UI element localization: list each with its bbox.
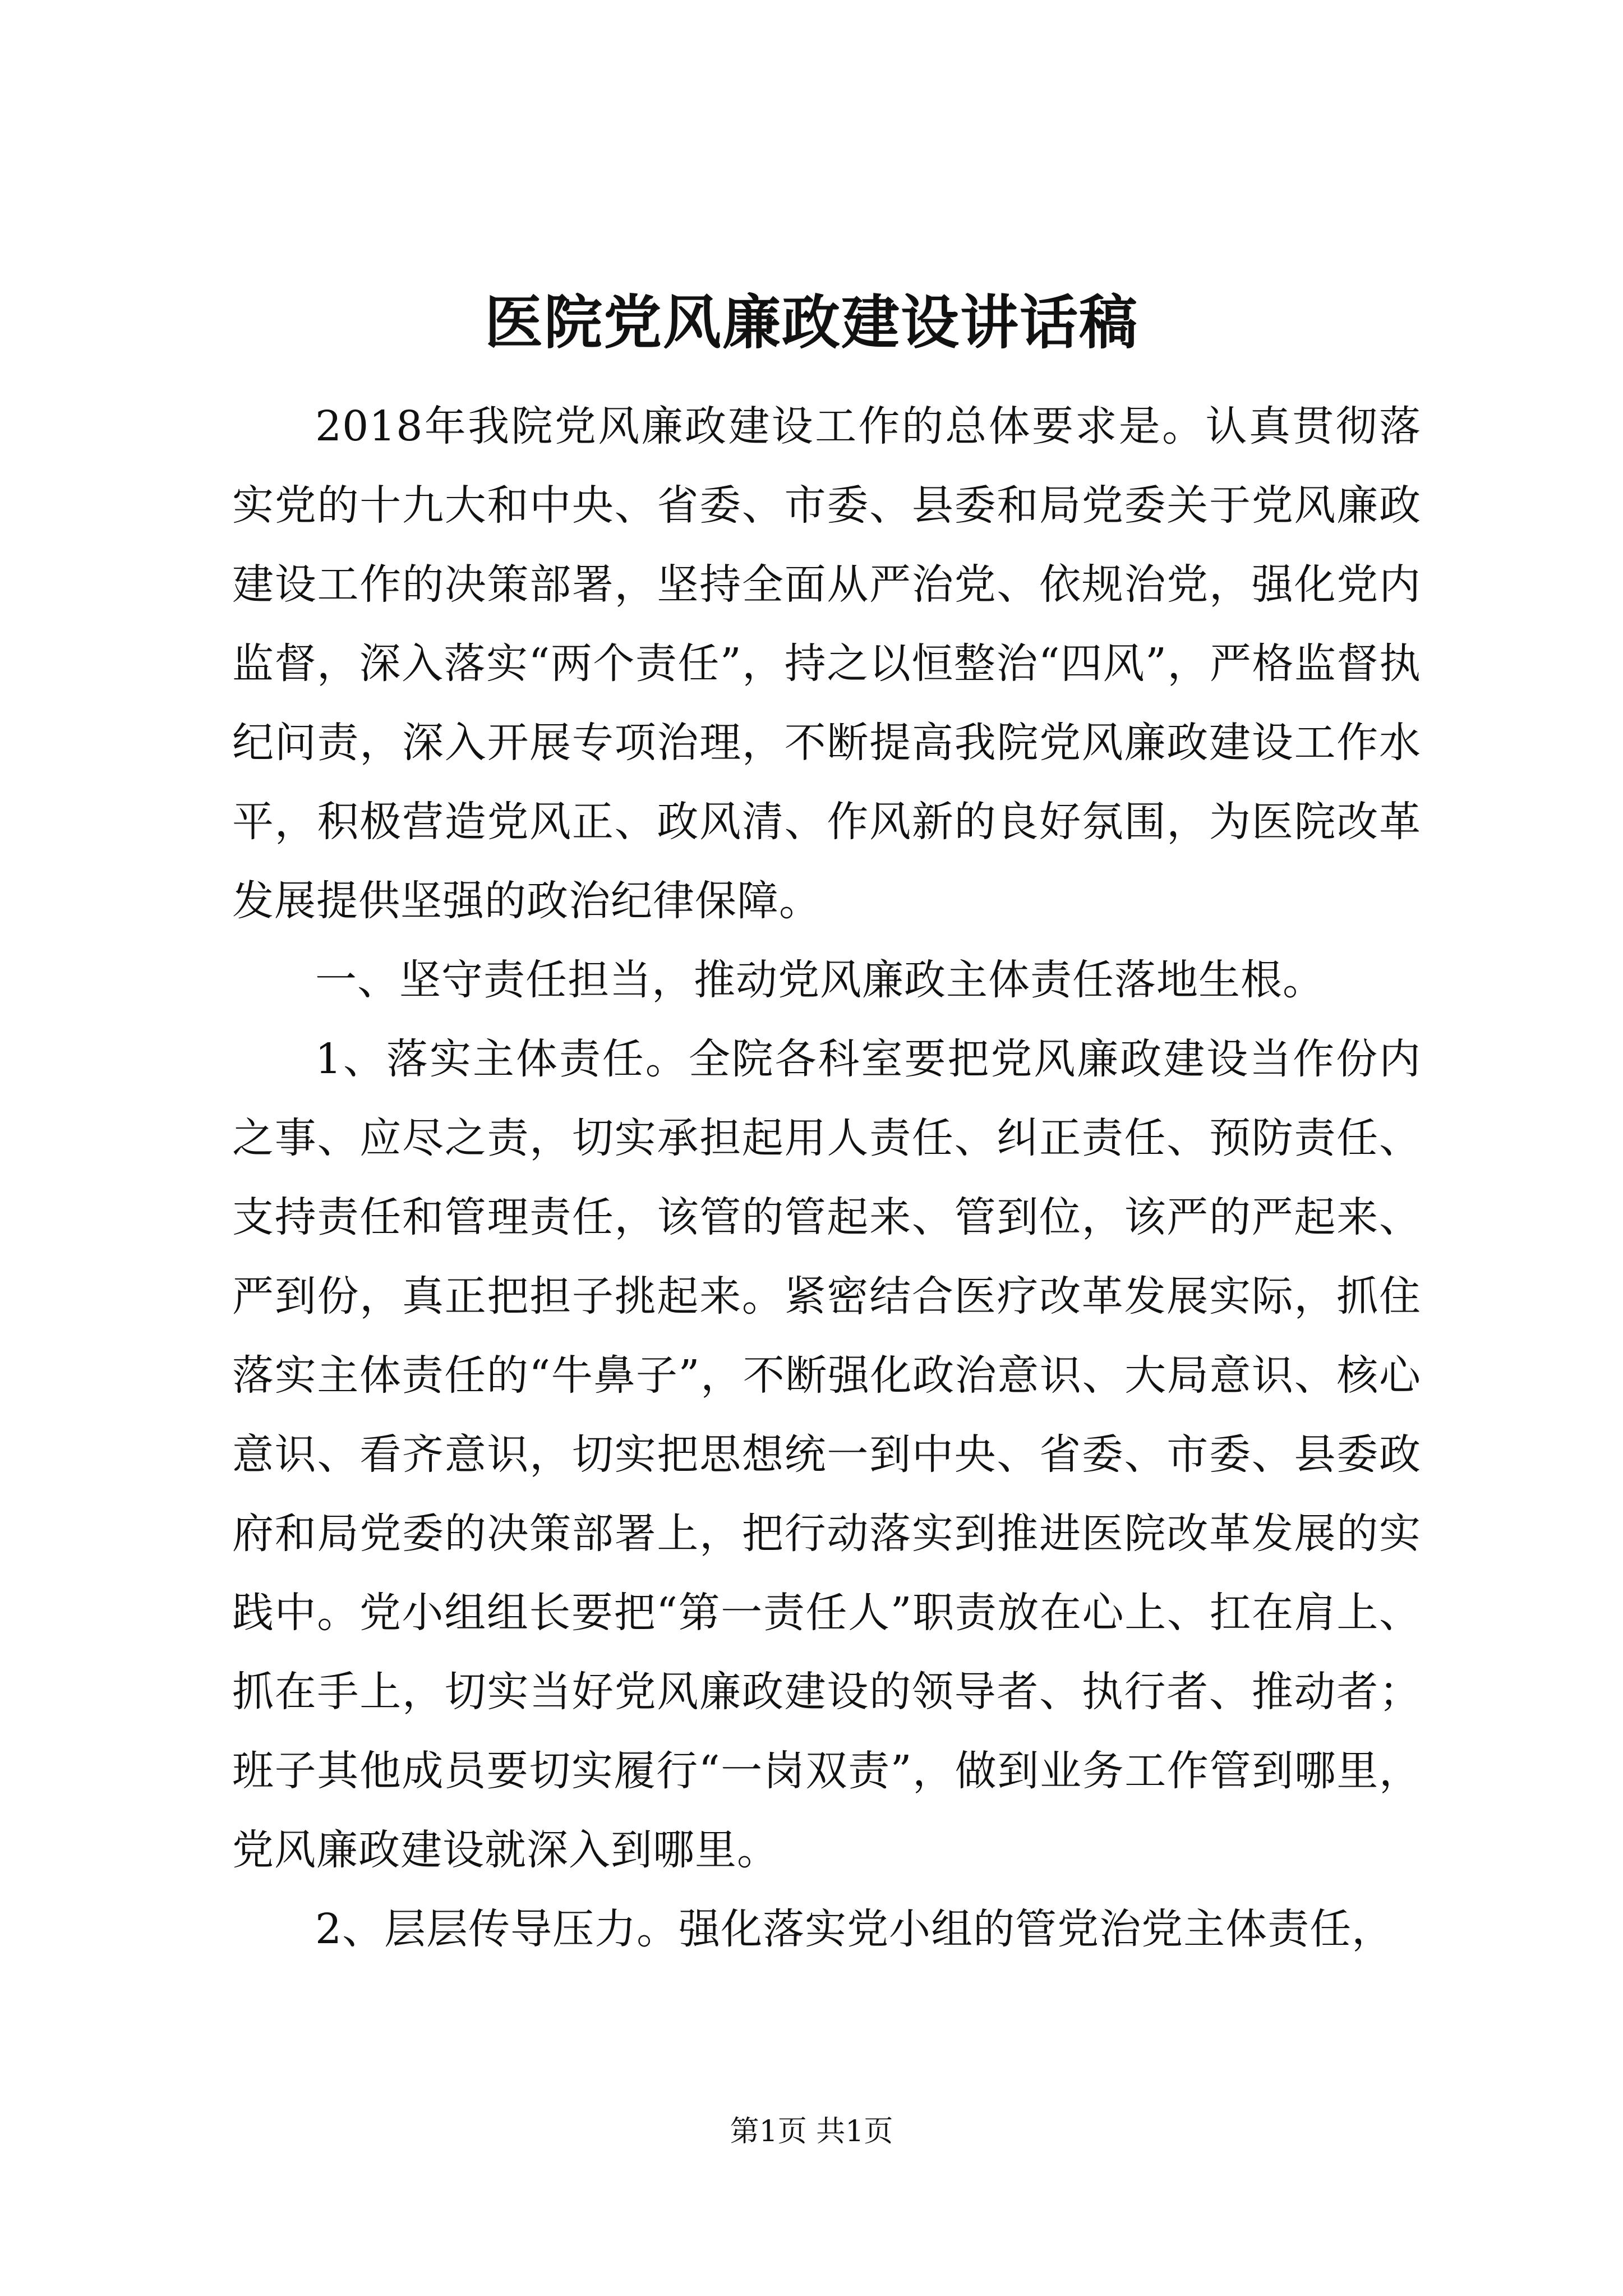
page-footer: 第1页 共1页 [730,2115,893,2148]
section-heading-1: 一、坚守责任担当，推动党风廉政主体责任落地生根。 [315,956,1325,1004]
document-body [232,387,1421,1969]
paragraph-item-1: 1、落实主体责任。全院各科室要把党风廉政建设当作份内之事、应尽之责，切实承担起用人责任、纠正责任、预防责任、支持责任和管理责任，该管的管起来、管到位，该严的严起来、严到份，真正把担子挑起来。紧密结合医疗改革发展实际，抓住落实主体责任的“牛鼻子”，不断强化政治意识、大局意识、核心意识、看齐意识，切实把思想统一到中央、省委、市委、县委政府和局党委的决策部署上，把行动落实到推进医院改革发展的实践中。党小组组长要把“第一责任人”职责放在心上、扛在肩上、抓在手上，切实当好党风廉政建设的领导者、执行者、推动者；班子其他成员要切实履行“一岗双责”，做到业务工作管到哪里，党风廉政建设就深入到哪里。 [232,1035,1421,1874]
document-title: 医院党风廉政建设讲话稿 [484,288,1138,357]
paragraph-item-2: 2、层层传导压力。强化落实党小组的管党治党主体责任， [315,1905,1394,1953]
paragraph-intro: 2018年我院党风廉政建设工作的总体要求是。认真贯彻落实党的十九大和中央、省委、市委、县委和局党委关于党风廉政建设工作的决策部署，坚持全面从严治党、依规治党，强化党内监督，深入落实“两个责任”，持之以恒整治“四风”，严格监督执纪问责，深入开展专项治理，不断提高我院党风廉政建设工作水平，积极营造党风正、政风清、作风新的良好氛围，为医院改革发展提供坚强的政治纪律保障。 [232,402,1421,925]
